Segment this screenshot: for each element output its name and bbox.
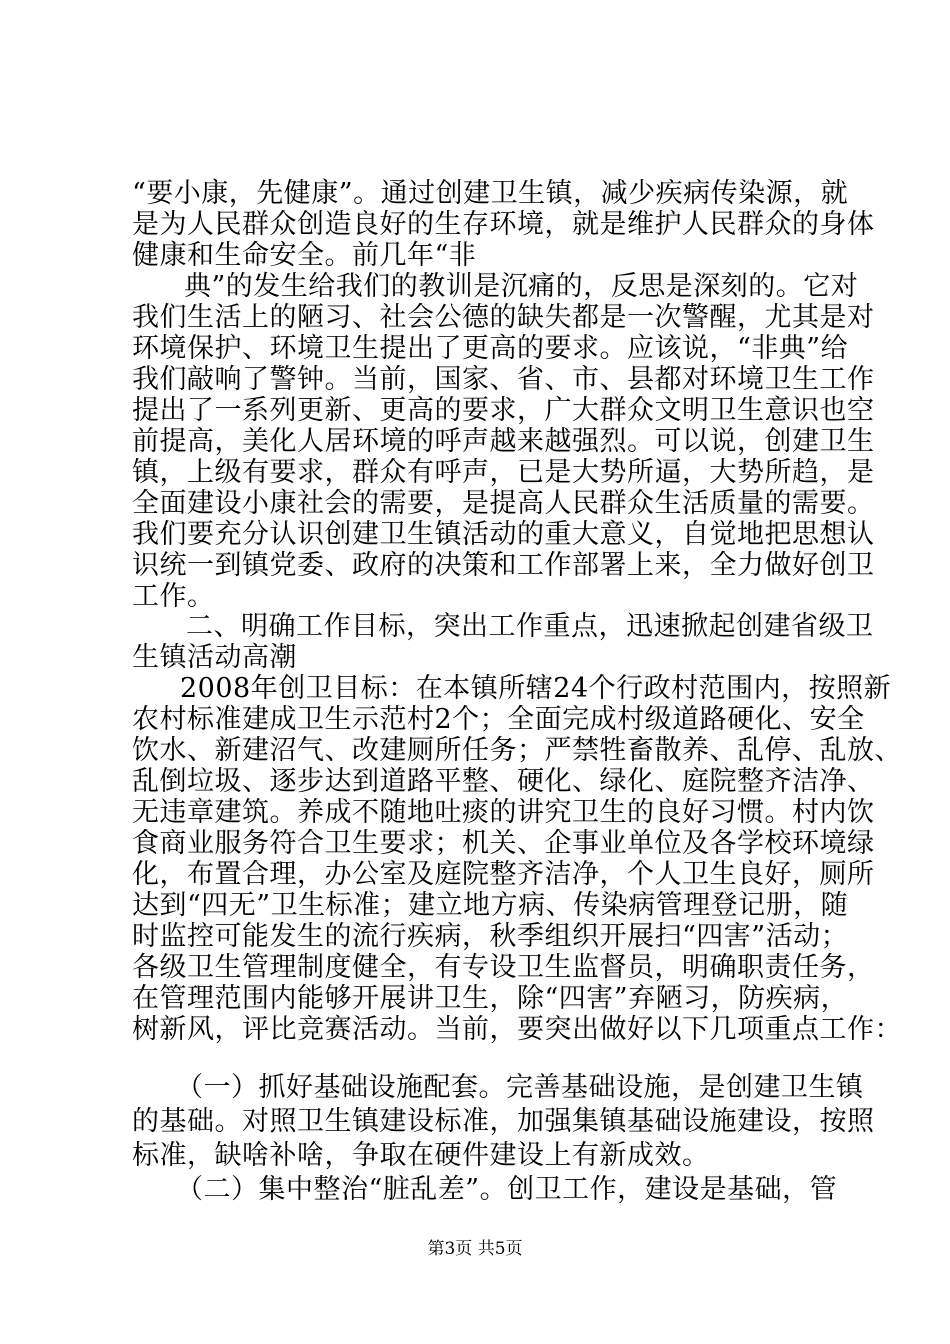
text-line: 前提高，美化人居环境的呼声越来越强烈。可以说，创建卫生 xyxy=(132,426,875,457)
text-line: 典”的发生给我们的教训是沉痛的，反思是深刻的。它对 xyxy=(184,271,859,302)
text-line: 提出了一系列更新、更高的要求，广大群众文明卫生意识也空 xyxy=(132,395,875,426)
text-line: 我们敲响了警钟。当前，国家、省、市、县都对环境卫生工作 xyxy=(132,364,875,395)
text-line: 我们要充分认识创建卫生镇活动的重大意义，自觉地把思想认 xyxy=(132,519,875,550)
section-heading: 二、明确工作目标，突出工作重点，迅速掀起创建省级卫 xyxy=(186,611,874,642)
text-line: 食商业服务符合卫生要求；机关、企事业单位及各学校环境绿 xyxy=(132,828,875,859)
text-line: 饮水、新建沼气、改建厕所任务；严禁牲畜散养、乱停、乱放、 xyxy=(132,735,902,766)
text-line: 健康和生命安全。前几年“非 xyxy=(132,240,477,271)
text-line: （二）集中整治“脏乱差”。创卫工作，建设是基础，管 xyxy=(176,1174,838,1205)
text-line: “要小康，先健康”。通过创建卫生镇，减少疾病传染源，就 xyxy=(132,178,849,209)
text-line: 在管理范围内能够开展讲卫生，除“四害”弃陋习，防疾病， xyxy=(132,983,849,1014)
text-line: 全面建设小康社会的需要，是提高人民群众生活质量的需要。 xyxy=(132,488,875,519)
text-line: 无违章建筑。养成不随地吐痰的讲究卫生的良好习惯。村内饮 xyxy=(132,797,875,828)
text-line: 识统一到镇党委、政府的决策和工作部署上来，全力做好创卫 xyxy=(132,550,875,581)
section-heading: 生镇活动高潮 xyxy=(132,642,297,673)
text-line: （一）抓好基础设施配套。完善基础设施，是创建卫生镇 xyxy=(176,1072,864,1103)
text-line: 2008年创卫目标：在本镇所辖24个行政村范围内，按照新 xyxy=(180,673,892,704)
text-line: 树新风，评比竞赛活动。当前，要突出做好以下几项重点工作： xyxy=(132,1014,902,1045)
text-line: 化，布置合理，办公室及庭院整齐洁净，个人卫生良好，厕所 xyxy=(132,859,875,890)
text-line: 镇，上级有要求，群众有呼声，已是大势所逼，大势所趋，是 xyxy=(132,457,875,488)
text-line: 是为人民群众创造良好的生存环境，就是维护人民群众的身体 xyxy=(132,209,875,240)
text-line: 的基础。对照卫生镇建设标准，加强集镇基础设施建设，按照 xyxy=(132,1106,875,1137)
text-line: 标准，缺啥补啥，争取在硬件建设上有新成效。 xyxy=(132,1140,710,1171)
text-line: 环境保护、环境卫生提出了更高的要求。应该说，“非典”给 xyxy=(132,333,849,364)
text-line: 我们生活上的陋习、社会公德的缺失都是一次警醒，尤其是对 xyxy=(132,302,875,333)
text-line: 达到“四无”卫生标准；建立地方病、传染病管理登记册，随 xyxy=(132,890,849,921)
text-line: 农村标准建成卫生示范村2个；全面完成村级道路硬化、安全 xyxy=(132,704,865,735)
text-line: 工作。 xyxy=(132,581,215,612)
text-line: 各级卫生管理制度健全，有专设卫生监督员，明确职责任务， xyxy=(132,952,875,983)
page-footer: 第3页 共5页 xyxy=(427,1239,523,1259)
text-line: 时监控可能发生的流行疾病，秋季组织开展扫“四害”活动； xyxy=(132,921,849,952)
text-line: 乱倒垃圾、逐步达到道路平整、硬化、绿化、庭院整齐洁净、 xyxy=(132,766,875,797)
